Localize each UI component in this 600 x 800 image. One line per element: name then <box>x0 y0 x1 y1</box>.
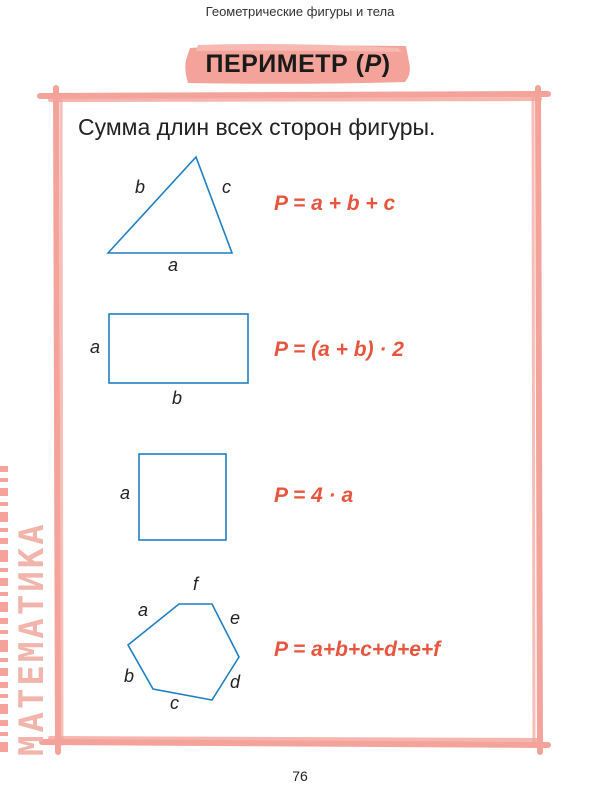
page-title: ПЕРИМЕТР (P) <box>205 50 391 78</box>
definition-text: Сумма длин всех сторон фигуры. <box>78 114 436 140</box>
square-formula: P = 4 · a <box>274 484 354 507</box>
title-word: ПЕРИМЕТР <box>205 50 349 78</box>
triangle-formula: P = a + b + c <box>274 192 396 215</box>
triangle-label-c: c <box>222 177 231 197</box>
hexagon-label-f: f <box>193 574 199 594</box>
page-number: 76 <box>292 768 308 784</box>
hexagon-label-e: e <box>230 608 241 628</box>
hexagon-label-b: b <box>124 666 135 686</box>
square-shape <box>139 454 226 540</box>
rectangle-label-a: a <box>90 337 101 357</box>
title-symbol: P <box>364 50 382 78</box>
hexagon-formula: P = a+b+c+d+e+f <box>274 638 441 661</box>
hexagon-label-d: d <box>230 672 241 692</box>
hexagon-label-a: a <box>138 600 149 620</box>
side-tab-label: МАТЕМАТИКА <box>12 521 52 756</box>
rectangle-formula: P = (a + b) · 2 <box>274 338 404 361</box>
triangle-label-b: b <box>135 177 146 197</box>
triangle-label-a: a <box>168 255 179 275</box>
running-head: Геометрические фигуры и тела <box>205 4 395 19</box>
rectangle-label-b: b <box>172 388 183 408</box>
triangle-shape <box>108 157 232 253</box>
square-label-a: a <box>120 483 131 503</box>
rectangle-shape <box>109 314 248 383</box>
hexagon-label-c: c <box>170 693 179 713</box>
